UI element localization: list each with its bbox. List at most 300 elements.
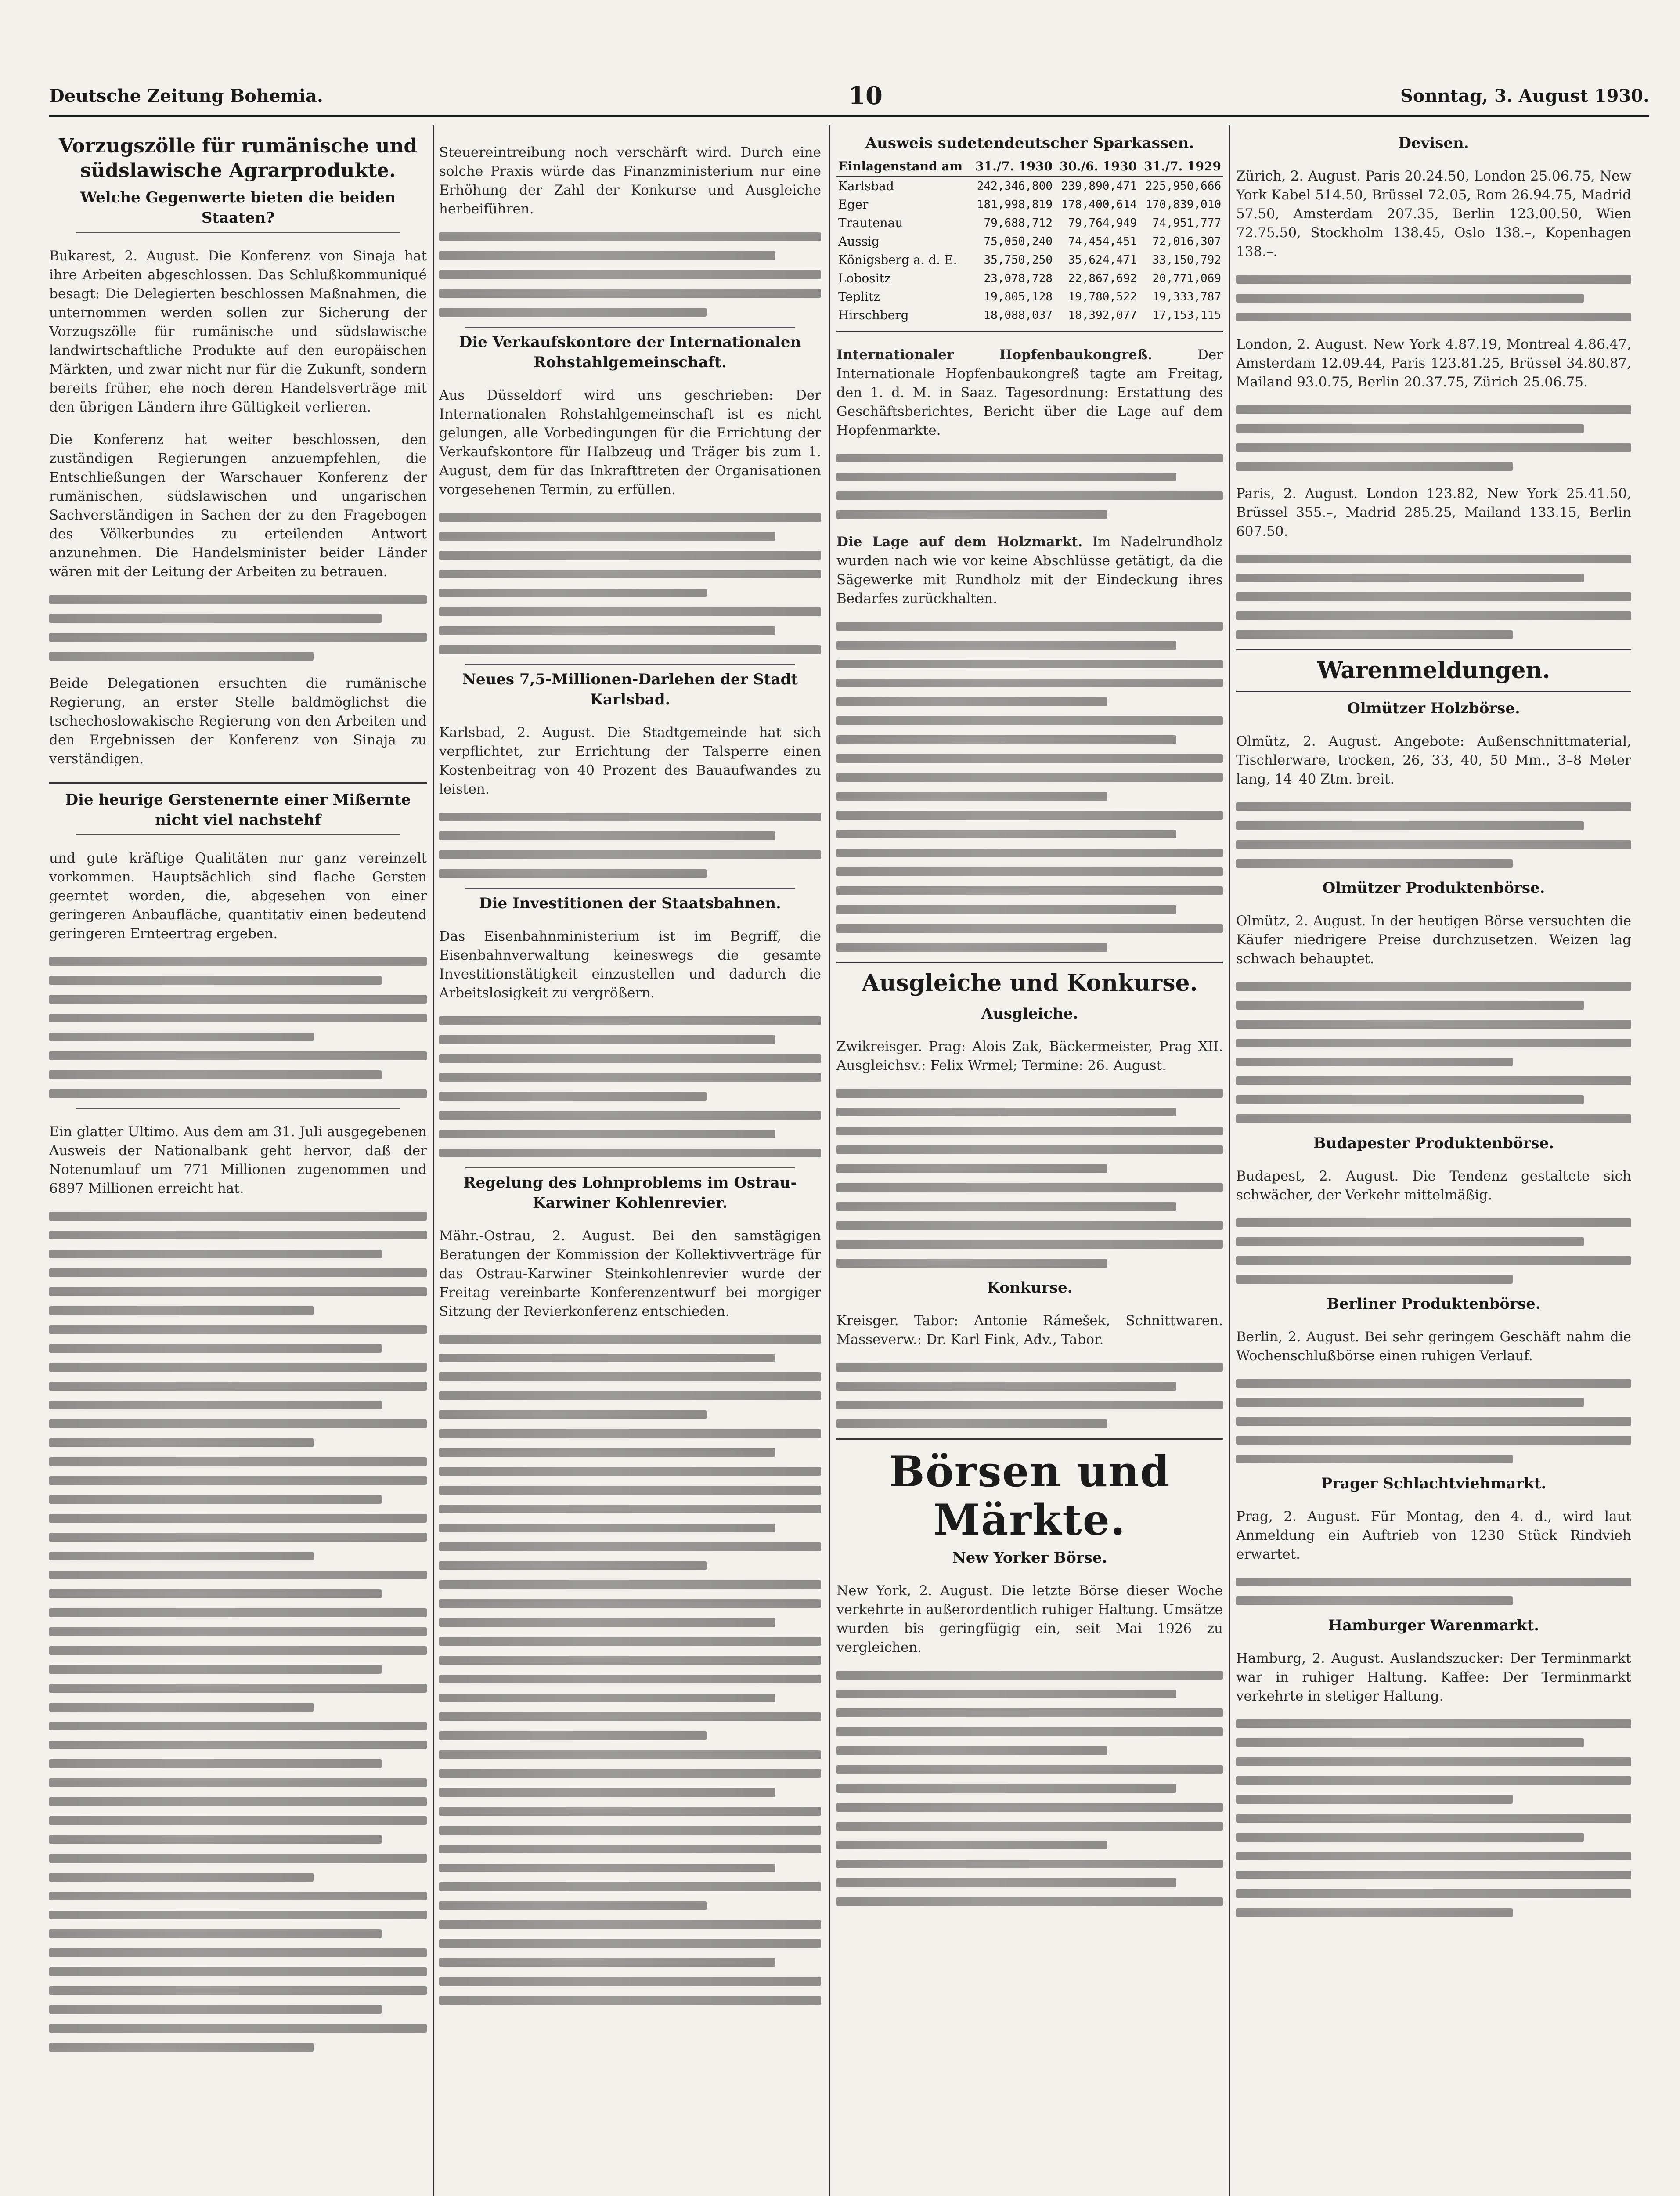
text-line [1236,1379,1631,1388]
text-line [439,1750,821,1759]
table-cell: Lobositz [838,271,891,285]
text-line [49,633,427,642]
text-line [49,1873,314,1882]
paragraph-text: Im Nadelrundholz wurden nach wie vor keine Abschlüsse getätigt, da die Sägewerke mit Rundholz mit der Eindeckung ihres Bedarfes zurückhalten. [836,534,1223,607]
subsection-heading: New Yorker Börse. [952,1549,1107,1567]
text-line [836,1259,1107,1268]
section-heading: Devisen. [1398,134,1469,152]
header-rule [49,115,1649,117]
text-line [49,1571,427,1579]
text-line [836,641,1176,650]
text-line [836,1822,1223,1831]
text-line [1236,1218,1631,1227]
text-line [836,1746,1107,1755]
text-line [439,1845,821,1853]
text-line [836,1221,1223,1230]
subsection-heading: Olmützer Holzbörse. [1347,700,1520,717]
text-line [439,1731,707,1740]
text-line [49,1646,427,1655]
table-cell: 74,454,451 [1068,235,1137,248]
column-header: 31./7. 1930 [970,157,1054,177]
table-cell: 242,346,800 [977,180,1053,193]
table-cell: Königsberg a. d. E. [838,253,957,267]
text-line [49,1797,427,1806]
text-line [439,1130,775,1138]
text-line [49,1401,382,1409]
text-line [49,1778,427,1787]
text-line [836,1690,1176,1698]
text-line [1236,294,1584,303]
article-title: Vorzugszölle für rumänische und südslawische Agrarprodukte. [58,135,418,182]
text-line [439,1694,775,1702]
text-line [439,1864,775,1872]
text-line [1236,1889,1631,1898]
text-line [439,1901,707,1910]
column-divider [1229,125,1230,2196]
text-line [1236,1795,1513,1804]
text-line [836,679,1223,687]
text-line [836,1803,1223,1812]
subsection-heading: Hamburger Warenmarkt. [1328,1617,1539,1634]
paragraph: Steuereintreibung noch verschärft wird. Durch eine solche Praxis würde das Finanzministerium nur eine Erhöhung der Zahl der Konkurse und Ausgleiche herbeiführen. [439,144,821,217]
text-line [836,1878,1176,1887]
text-line [49,1986,427,1995]
divider [76,1108,400,1109]
text-line [1236,592,1631,601]
text-line [439,589,707,597]
text-line [836,473,1176,481]
text-line [439,1996,821,2005]
table-cell: Aussig [838,234,880,249]
text-line [836,454,1223,462]
text-line [49,2043,314,2052]
text-line [439,869,707,878]
table-cell: 35,750,250 [984,253,1053,267]
paragraph: Aus Düsseldorf wird uns geschrieben: Der Internationalen Rohstahlgemeinschaft ist es nicht gelungen, alle Vorbedingungen für die Errichtung der Verkaufskontore für Halbzeug und Träger bis zum 1. August, dem für das Inkrafttreten der Organisationen vorgesehenen Termin, zu erfüllen. [439,387,821,498]
table-cell: 239,890,471 [1061,180,1137,193]
text-line [1236,275,1631,284]
text-line [836,1401,1223,1409]
text-line [439,1467,821,1476]
savings-bank-table [836,157,1223,325]
text-line [49,1854,427,1863]
text-line [836,811,1223,820]
text-line [439,607,821,616]
text-line [439,626,775,635]
text-line [1236,1908,1513,1917]
table-cell: Teplitz [838,289,880,304]
table-cell: 22,867,692 [1068,272,1137,285]
subsection-heading: Prager Schlachtviehmarkt. [1321,1475,1547,1492]
text-line [836,697,1107,706]
text-line [1236,840,1631,849]
text-line [1236,859,1513,868]
text-line [439,1788,775,1797]
section-heading: Warenmeldungen. [1317,657,1550,684]
text-line [439,1561,707,1570]
text-line [439,1580,821,1589]
text-line [439,1637,821,1646]
text-line [836,867,1223,876]
table-cell: 79,688,712 [984,217,1053,230]
table-row [836,306,1223,325]
text-line [1236,821,1584,830]
text-line [1236,1719,1631,1728]
text-line [49,1967,427,1976]
text-line [836,905,1176,914]
section-heading: Die heurige Gerstenernte einer Mißernte nicht viel nachstehf [65,791,411,829]
text-line [836,1240,1223,1249]
table-cell: 170,839,010 [1145,198,1221,211]
text-line [836,1183,1223,1192]
table-cell: 72,016,307 [1152,235,1221,248]
divider [465,664,795,665]
page-number: 10 [848,81,883,110]
text-line [1236,443,1631,452]
text-line [836,1202,1176,1211]
text-line [1236,1039,1631,1047]
text-line [1236,1114,1631,1123]
text-line [439,1656,821,1665]
table-cell: 225,950,666 [1145,180,1221,193]
text-line [1236,555,1631,563]
text-line [439,850,821,859]
text-line [49,995,427,1004]
text-line [836,510,1107,519]
text-line [1236,1058,1513,1066]
text-line [836,1784,1176,1793]
inline-heading: Die Lage auf dem Holzmarkt. [836,534,1083,550]
paragraph: Paris, 2. August. London 123.82, New York 25.41.50, Brüssel 355.–, Madrid 285.25, Mailand 133.15, Berlin 607.50. [1236,486,1631,539]
paragraph: Karlsbad, 2. August. Die Stadtgemeinde hat sich verpflichtet, zur Errichtung der Talsperre einen Kostenbeitrag von 40 Prozent des Bauaufwandes zu leisten. [439,725,821,797]
text-line [49,1325,427,1334]
table-row [836,232,1223,251]
text-line [439,1035,775,1044]
text-line [439,1111,821,1120]
text-line [1236,630,1513,639]
text-line [49,1741,427,1749]
paragraph: Kreisger. Tabor: Antonie Rámešek, Schnittwaren. Masseverw.: Dr. Karl Fink, Adv., Tabor. [836,1313,1223,1347]
page-header [49,81,1649,112]
table-cell: 181,998,819 [977,198,1053,211]
text-line [1236,1871,1631,1879]
text-line [836,943,1107,952]
text-line [1236,982,1631,991]
text-line [439,1920,821,1929]
divider [49,782,427,784]
divider [836,331,1223,332]
text-line [836,735,1176,744]
text-line [49,1514,427,1523]
paragraph: Prag, 2. August. Für Montag, den 4. d., wird laut Anmeldung ein Auftrieb von 1230 Stück Rindvieh erwartet. [1236,1509,1631,1562]
divider [465,888,795,889]
text-line [439,1505,821,1513]
text-line [49,1014,427,1022]
text-line [1236,1417,1631,1426]
text-line [1236,1776,1631,1785]
table-cell: 19,333,787 [1152,290,1221,303]
text-line [836,491,1223,500]
paragraph [836,346,1223,440]
text-line [49,1627,427,1636]
text-line [836,622,1223,631]
text-line [49,1287,427,1296]
paragraph: und gute kräftige Qualitäten nur ganz vereinzelt vorkommen. Hauptsächlich sind flache Gersten geerntet worden, die, abgesehen von einer geringeren Anbaufläche, quantitativ einen bedeutend geringeren Ernteertrag ergeben. [49,850,427,942]
text-line [439,1807,821,1816]
text-line [836,1089,1223,1098]
text-line [1236,1578,1631,1586]
table-row [836,288,1223,306]
column-header: 30./6. 1930 [1054,157,1139,177]
section-heading: Ausgleiche und Konkurse. [862,970,1198,997]
table-row [836,269,1223,288]
paragraph: Beide Delegationen ersuchten die rumänische Regierung, an erster Stelle baldmöglichst die tschechoslowakische Regierung von den Arbeiten und den Ergebnissen der Konferenz von Sinaja zu verständigen. [49,675,427,767]
text-line [1236,1020,1631,1029]
text-line [439,1826,821,1835]
text-line [1236,1436,1631,1445]
text-line [836,886,1223,895]
table-cell: 74,951,777 [1152,217,1221,230]
text-line [439,1016,821,1025]
table-cell: 35,624,471 [1068,253,1137,267]
text-line [49,1835,382,1844]
text-line [439,1939,821,1948]
text-line [836,849,1223,857]
divider [836,962,1223,963]
text-line [49,1212,427,1221]
text-line [1236,1738,1584,1747]
text-line [49,1268,427,1277]
text-line [439,1958,775,1967]
text-line [1236,405,1631,414]
text-line [836,1860,1223,1868]
table-cell: 75,050,240 [984,235,1053,248]
table-cell: 23,078,728 [984,272,1053,285]
table-cell: Eger [838,197,869,212]
text-line [49,1306,314,1315]
text-line [49,1457,427,1466]
text-line [49,1363,427,1372]
table-cell: 178,400,614 [1061,198,1137,211]
text-line [49,1892,427,1900]
text-line [836,1897,1223,1906]
text-line [1236,1833,1584,1842]
text-line [1236,462,1513,471]
text-line [1236,1001,1584,1010]
text-line [49,1816,427,1825]
table-title: Ausweis sudetendeutscher Sparkassen. [865,134,1194,152]
text-line [49,595,427,604]
text-line [1236,574,1584,582]
newspaper-name: Deutsche Zeitung Bohemia. [49,86,323,106]
text-line [49,1552,314,1560]
table-row [836,177,1223,195]
text-line [49,1051,427,1060]
text-line [439,1675,821,1683]
text-line [439,645,821,654]
text-line [49,1929,382,1938]
text-line [49,1250,382,1258]
text-line [1236,611,1631,620]
text-line [49,1089,427,1098]
text-line [439,1335,821,1344]
text-line [49,1231,427,1239]
text-line [439,551,821,560]
text-line [439,1073,821,1082]
text-line [1236,1076,1631,1085]
text-line [1236,424,1584,433]
section-heading: Neues 7,5-Millionen-Darlehen der Stadt Karlsbad. [462,671,798,708]
divider [465,327,795,328]
text-line [49,1495,382,1504]
section-heading: Regelung des Lohnproblems im Ostrau-Karwiner Kohlenrevier. [463,1174,797,1212]
column-header: Einlagenstand am [836,157,970,177]
table-row [836,251,1223,269]
divider [836,1438,1223,1440]
divider [465,1167,795,1168]
text-line [836,1127,1223,1135]
text-line [439,1092,707,1101]
column-divider [829,125,830,2196]
paragraph: London, 2. August. New York 4.87.19, Montreal 4.86.47, Amsterdam 12.09.44, Paris 123.81.25, Brüssel 34.80.87, Mailand 93.0.75, Berlin 20.37.75, Zürich 25.06.75. [1236,336,1631,390]
table-cell: 18,392,077 [1068,309,1137,322]
text-line [439,1054,821,1063]
text-line [49,1533,427,1542]
text-line [49,1759,382,1768]
text-line [49,1948,427,1957]
column-divider [433,125,434,2196]
divider [76,834,400,835]
text-line [439,1391,821,1400]
text-line [49,1033,314,1041]
column-header: 31./7. 1929 [1139,157,1223,177]
paragraph: Das Eisenbahnministerium ist im Begriff, die Eisenbahnverwaltung keineswegs die gesamte Investitionstätigkeit einzustellen und dadurch die Arbeitslosigkeit zu vergrößern. [439,928,821,1001]
text-line [49,1684,427,1693]
paragraph: Ein glatter Ultimo. Aus dem am 31. Juli ausgegebenen Ausweis der Nationalbank geht hervor, daß der Notenumlauf um 771 Millionen zugenommen und 6897 Millionen erreicht hat. [49,1124,427,1196]
text-line [49,1476,427,1485]
text-line [49,957,427,966]
paragraph: Zürich, 2. August. Paris 20.24.50, London 25.06.75, New York Kabel 514.50, Brüssel 72.05, Rom 26.94.75, Madrid 57.50, Amsterdam 207.35, Berlin 123.00.50, Wien 72.75.50, Stockholm 138.45, Oslo 138.–, Kopenhagen 138.–. [1236,168,1631,260]
subsection-heading: Budapester Produktenbörse. [1313,1134,1554,1152]
text-line [439,289,821,298]
subsection-heading: Ausgleiche. [981,1005,1078,1022]
subsection-heading: Konkurse. [987,1279,1073,1297]
text-line [439,813,821,821]
text-line [439,831,775,840]
text-line [439,1524,775,1532]
text-line [439,532,775,541]
text-line [1236,1455,1513,1463]
table-cell: 79,764,949 [1068,217,1137,230]
table-header-row [836,157,1223,177]
text-line [1236,802,1631,811]
text-line [1236,1398,1584,1407]
text-line [836,792,1107,801]
divider [76,232,400,233]
table-cell: Hirschberg [838,308,909,322]
text-line [49,1344,382,1353]
divider [1236,691,1631,692]
text-line [49,1382,427,1391]
text-line [439,570,821,578]
text-line [836,660,1223,668]
section-heading: Börsen und Märkte. [889,1447,1171,1545]
text-line [439,270,821,279]
text-line [49,976,382,985]
text-line [439,513,821,522]
text-line [49,614,382,623]
text-line [439,1769,821,1778]
text-line [439,1599,821,1608]
text-line [49,1070,382,1079]
table-cell: 19,805,128 [984,290,1053,303]
text-line [836,1419,1107,1428]
section-heading: Die Investitionen der Staatsbahnen. [479,895,781,912]
text-line [836,1382,1176,1391]
table-row [836,214,1223,232]
text-line [49,2005,382,2014]
paragraph: Olmütz, 2. August. In der heutigen Börse versuchten die Käufer niedrigere Preise durchzusetzen. Weizen lag schwach behauptet. [1236,913,1631,967]
subsection-heading: Berliner Produktenbörse. [1327,1295,1541,1313]
text-line [439,1149,821,1157]
text-line [49,1703,314,1712]
text-line [836,1145,1223,1154]
text-line [836,1164,1107,1173]
column-4 [1236,130,1631,2196]
text-line [836,1363,1223,1372]
text-line [49,1419,427,1428]
text-line [439,1429,821,1438]
divider [1236,649,1631,650]
text-line [49,1608,427,1617]
issue-date: Sonntag, 3. August 1930. [1400,86,1649,106]
text-line [439,1354,775,1362]
paragraph: Bukarest, 2. August. Die Konferenz von Sinaja hat ihre Arbeiten abgeschlossen. Das Schlußkommuniqué besagt: Die Delegierten beschlossen Maßnahmen, die unternommen werden sollen zur Sicherung der Vorzugszölle für rumänische und südslawische landwirtschaftliche Produkte auf den europäischen Märkten, und zwar nicht nur für die Zukunft, sondern bereits früher, ehe noch deren Handelsverträge mit den übrigen Ländern ihre Gültigkeit verlieren. [49,248,427,415]
text-line [439,1882,821,1891]
text-line [49,1438,314,1447]
paragraph-text: Der Internationale Hopfenbaukongreß tagte am Freitag, den 1. d. M. in Saaz. Tagesordnung: Erstattung des Geschäftsberichtes, Bericht über die Lage auf dem Hopfenmarkte. [836,347,1223,438]
text-line [836,716,1223,725]
paragraph [836,533,1223,608]
table-cell: 33,150,792 [1152,253,1221,267]
text-line [49,1589,382,1598]
table-cell: 19,780,522 [1068,290,1137,303]
text-line [1236,1275,1513,1284]
table-cell: 18,088,037 [984,309,1053,322]
text-line [1236,1237,1584,1246]
text-line [49,1911,427,1919]
text-line [836,1727,1223,1736]
text-line [836,1671,1223,1680]
table-cell: 20,771,069 [1152,272,1221,285]
text-line [49,2024,427,2033]
text-line [836,1765,1223,1774]
section-heading: Die Verkaufskontore der Internationalen Rohstahlgemeinschaft. [459,333,801,371]
text-line [836,773,1223,782]
table-cell: Karlsbad [838,179,894,193]
text-line [49,1665,382,1674]
inline-heading: Internationaler Hopfenbaukongreß. [836,347,1153,363]
table-cell: 17,153,115 [1152,309,1221,322]
text-line [1236,1814,1631,1823]
text-line [836,754,1223,763]
text-line [1236,313,1631,321]
table-cell: Trautenau [838,216,903,230]
text-line [1236,1852,1631,1860]
text-line [1236,1256,1631,1265]
paragraph: Die Konferenz hat weiter beschlossen, den zuständigen Regierungen anzuempfehlen, die Entschließungen der Warschauer Konferenz der rumänischen, südslawischen und ungarischen Sachverständigen in Sachen der zu den Fragebogen des Völkerbundes zu erteilenden Antwort anzunehmen. Die Handelsminister beider Länder wären mit der Leitung der Arbeiten zu betrauen. [49,432,427,580]
paragraph: Mähr.-Ostrau, 2. August. Bei den samstägigen Beratungen der Kommission der Kollektivverträge für das Ostrau-Karwiner Steinkohlenrevier wurde der Freitag vereinbarte Konferenzentwurf bei morgiger Sitzung der Revierkonferenz entschieden. [439,1228,821,1319]
